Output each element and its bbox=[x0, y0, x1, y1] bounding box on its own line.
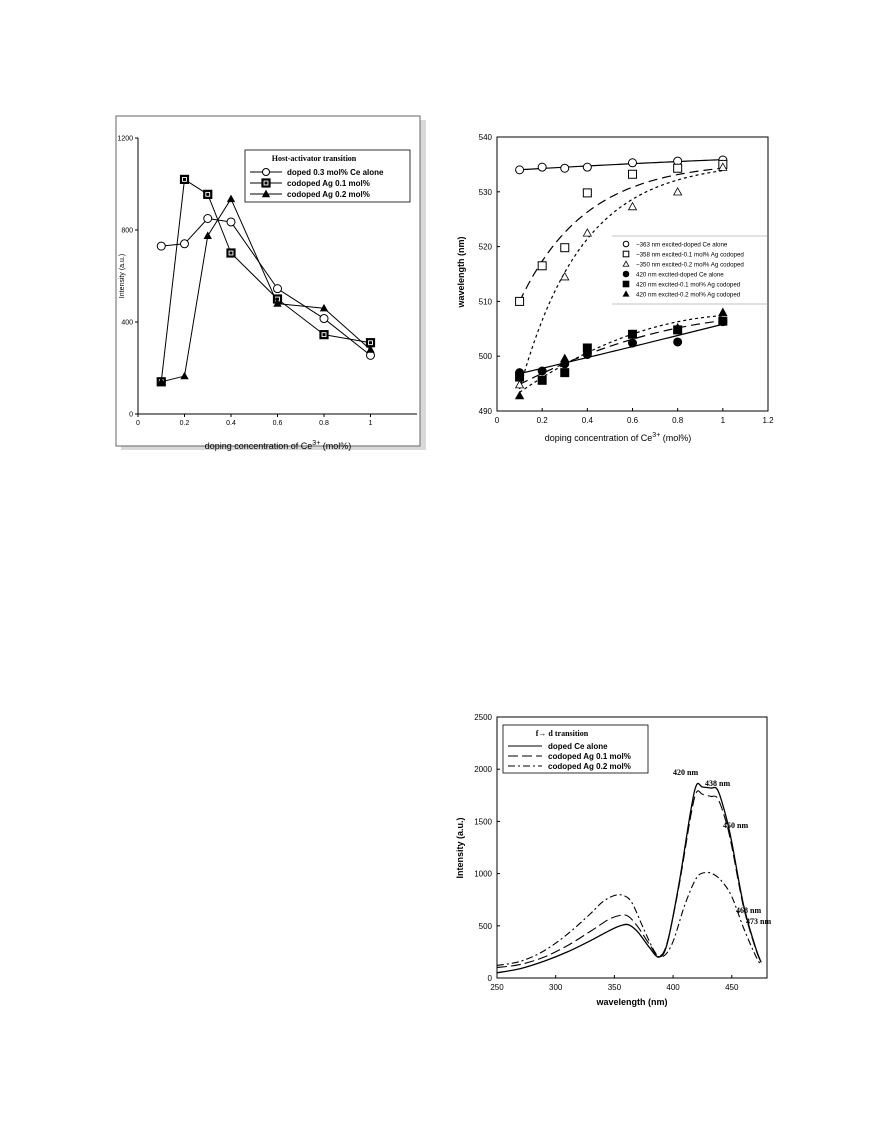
y-tick-label: 490 bbox=[478, 407, 492, 416]
data-point bbox=[629, 170, 637, 178]
chart-2-svg bbox=[440, 0, 876, 470]
data-point bbox=[538, 367, 546, 375]
chart-wavelength-vs-doping bbox=[440, 0, 876, 470]
data-point bbox=[719, 317, 727, 325]
data-point bbox=[561, 354, 569, 361]
data-point bbox=[204, 215, 212, 223]
y-tick-label: 530 bbox=[478, 187, 492, 197]
legend-marker bbox=[623, 291, 629, 296]
series-group bbox=[497, 783, 761, 972]
legend-label: 420 nm excited-doped Ce alone bbox=[636, 271, 724, 279]
peak-annotation: 450 nm bbox=[723, 821, 749, 830]
y-axis-label: Intensity (a.u.) bbox=[455, 817, 465, 879]
data-point bbox=[157, 242, 165, 250]
legend bbox=[245, 150, 410, 202]
spectrum-line-1 bbox=[497, 791, 761, 968]
data-point-dot bbox=[183, 178, 186, 181]
data-point bbox=[583, 163, 591, 171]
fit-curve-4 bbox=[520, 321, 723, 385]
data-point bbox=[583, 229, 591, 236]
fit-curve-0 bbox=[520, 160, 723, 170]
y-tick-label: 510 bbox=[478, 297, 492, 307]
legend-label: 420 nm excited-0.1 mol% Ag codoped bbox=[636, 281, 741, 289]
y-tick-label: 540 bbox=[478, 133, 492, 142]
data-point bbox=[516, 392, 524, 399]
peak-annotation: 420 nm bbox=[673, 768, 699, 777]
y-tick-label: 400 bbox=[121, 319, 133, 327]
x-axis-label: doping concentration of $Ce^{3+}$ (mol%) bbox=[204, 440, 352, 451]
x-tick-label: 0.4 bbox=[581, 416, 593, 425]
legend-marker bbox=[623, 251, 629, 257]
data-point bbox=[516, 373, 524, 381]
data-point bbox=[538, 376, 546, 384]
y-tick-label: 500 bbox=[478, 352, 492, 362]
data-point bbox=[629, 159, 637, 167]
spectrum-line-0 bbox=[497, 783, 761, 972]
data-point bbox=[674, 338, 682, 346]
data-point bbox=[320, 315, 328, 323]
legend-title: f→ d transition bbox=[535, 729, 589, 738]
peak-annotation: 468 nm bbox=[736, 906, 762, 915]
x-tick-label: 0.8 bbox=[672, 416, 684, 425]
x-tick-label: 300 bbox=[549, 983, 563, 992]
y-tick-label: 1000 bbox=[474, 869, 492, 879]
legend-marker-dot bbox=[265, 182, 268, 185]
chart-3-svg bbox=[440, 700, 876, 1030]
x-axis-label: wavelength (nm) bbox=[596, 997, 668, 1007]
data-point bbox=[274, 285, 282, 293]
x-tick-label: 250 bbox=[490, 983, 504, 992]
data-point bbox=[561, 164, 569, 172]
y-tick-label: 520 bbox=[478, 242, 492, 252]
data-point bbox=[181, 240, 189, 248]
legend-marker bbox=[623, 281, 629, 287]
y-tick-label: 1200 bbox=[117, 135, 133, 143]
peak-annotation: 473 nm bbox=[746, 917, 772, 926]
data-point bbox=[719, 308, 727, 315]
chart-intensity-vs-doping bbox=[0, 0, 440, 470]
y-axis-label: wavelength (nm) bbox=[456, 236, 466, 308]
data-point bbox=[674, 164, 682, 172]
data-point bbox=[583, 344, 591, 352]
legend-title: Host-activator transition bbox=[271, 154, 357, 163]
data-point bbox=[674, 188, 682, 195]
x-tick-label: 0 bbox=[494, 416, 500, 425]
peak-annotation: 438 nm bbox=[705, 779, 731, 788]
data-point bbox=[227, 218, 235, 226]
x-tick-label: 1.2 bbox=[762, 416, 774, 425]
y-tick-label: 1500 bbox=[474, 817, 492, 827]
data-point bbox=[516, 166, 524, 174]
legend-label: ~358 nm excited-0.1 mol% Ag codoped bbox=[636, 251, 744, 259]
data-point bbox=[561, 244, 569, 252]
data-point bbox=[538, 163, 546, 171]
data-point bbox=[629, 339, 637, 347]
fit-curve-3 bbox=[520, 324, 723, 373]
data-point-dot bbox=[323, 333, 326, 336]
data-point bbox=[561, 369, 569, 377]
y-tick-label: 500 bbox=[478, 921, 492, 931]
legend-label: codoped Ag 0.2 mol% bbox=[287, 190, 370, 199]
y-tick-label: 2500 bbox=[474, 713, 492, 722]
x-tick-label: 0.6 bbox=[626, 416, 639, 425]
x-tick-label: 450 bbox=[725, 983, 739, 992]
data-point bbox=[516, 297, 524, 305]
data-point bbox=[538, 262, 546, 270]
data-point-dot bbox=[230, 252, 233, 255]
data-point-dot bbox=[369, 341, 372, 344]
legend-marker bbox=[623, 261, 629, 266]
y-tick-label: 0 bbox=[487, 974, 492, 983]
y-tick-label: 2000 bbox=[474, 765, 492, 775]
legend-label: ~363 nm excited-doped Ce alone bbox=[636, 241, 728, 249]
legend-marker bbox=[623, 271, 629, 277]
y-axis-label: Intensity (a.u.) bbox=[119, 253, 126, 299]
chart-1-svg bbox=[0, 0, 440, 470]
data-point bbox=[516, 381, 524, 388]
x-tick-label: 0.6 bbox=[272, 420, 283, 427]
data-point bbox=[629, 330, 637, 338]
x-tick-label: 1 bbox=[368, 420, 373, 427]
legend-label: codoped Ag 0.1 mol% bbox=[548, 752, 631, 761]
spectrum-line-2 bbox=[497, 872, 761, 965]
x-tick-label: 400 bbox=[666, 983, 680, 992]
fit-curve-2 bbox=[520, 171, 723, 390]
y-tick-label: 800 bbox=[121, 227, 133, 235]
legend-label: doped Ce alone bbox=[548, 742, 608, 751]
legend-label: doped 0.3 mol% Ce alone bbox=[287, 168, 384, 177]
legend-label: codoped Ag 0.1 mol% bbox=[287, 179, 370, 188]
x-tick-label: 0.4 bbox=[226, 420, 236, 427]
legend-label: codoped Ag 0.2 mol% bbox=[548, 762, 631, 771]
legend bbox=[503, 725, 648, 773]
data-point-dot bbox=[206, 193, 209, 196]
fit-curve-5 bbox=[520, 316, 723, 393]
data-point bbox=[583, 189, 591, 197]
legend-label: ~350 nm excited-0.2 mol% Ag codoped bbox=[636, 261, 744, 269]
y-tick-label: 0 bbox=[129, 411, 133, 419]
x-tick-label: 0.8 bbox=[319, 420, 329, 427]
x-tick-label: 350 bbox=[607, 983, 622, 992]
legend-marker bbox=[623, 241, 629, 247]
legend-label: 420 nm excited-0.2 mol% Ag codoped bbox=[636, 291, 741, 299]
legend-marker bbox=[263, 169, 270, 176]
x-tick-label: 0.2 bbox=[536, 416, 548, 425]
x-axis-label: doping concentration of $Ce^{3+}$ (mol%) bbox=[544, 432, 692, 443]
x-tick-label: 0.2 bbox=[179, 420, 190, 427]
chart-emission-spectra bbox=[440, 700, 876, 1030]
legend bbox=[612, 236, 768, 304]
data-point bbox=[629, 203, 637, 210]
x-tick-label: 1 bbox=[720, 416, 726, 425]
x-tick-label: 0 bbox=[136, 420, 140, 427]
